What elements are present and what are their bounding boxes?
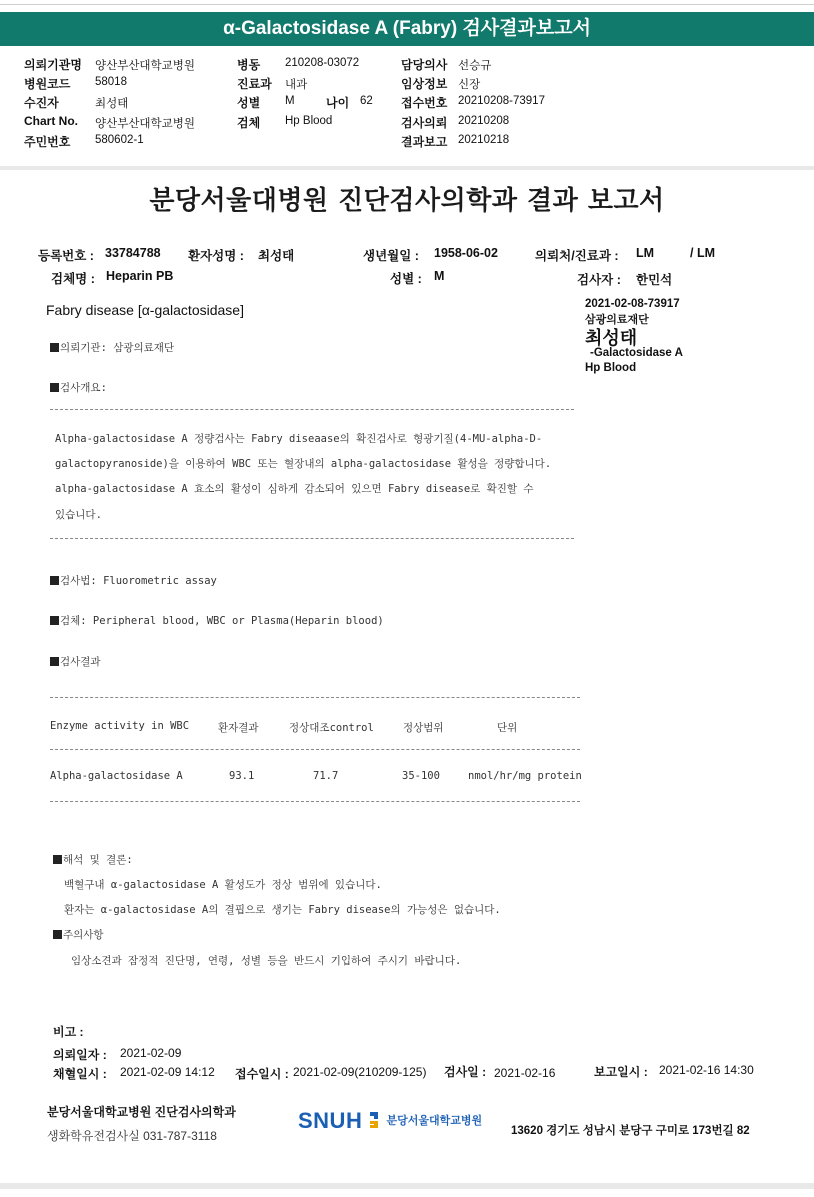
sex-value: M <box>434 269 445 283</box>
interp-line: 백혈구내 α-galactosidase A 활성도가 정상 범위에 있습니다. <box>64 879 382 891</box>
info-label: 결과보고 <box>401 135 448 149</box>
info-label: 검체 <box>237 116 261 130</box>
overview-heading-text: 검사개요: <box>60 382 107 394</box>
info-value: 580602-1 <box>95 134 144 146</box>
section-divider <box>0 166 814 170</box>
info-value: 58018 <box>95 76 127 88</box>
bullet-square-icon <box>50 657 59 666</box>
caution-heading <box>53 927 104 942</box>
dept-label: 의뢰처/진료과 : <box>535 249 619 263</box>
table-header-cell: Enzyme activity in WBC <box>50 720 190 732</box>
info-label: 검사의뢰 <box>401 116 448 130</box>
sticker-line2: 삼광의료재단 <box>585 314 649 326</box>
method-line <box>50 573 217 588</box>
specimen-text: 검체: Peripheral blood, WBC or Plasma(Heparin blood) <box>60 615 384 627</box>
info-value: 20210208 <box>458 115 510 127</box>
top-border <box>0 4 814 5</box>
receive-date-label: 접수일시 : <box>235 1067 289 1081</box>
test-date-value: 2021-02-16 <box>494 1066 556 1080</box>
info-value: 20210218 <box>458 134 510 146</box>
dept-value: LM <box>636 246 655 260</box>
bullet-square-icon <box>53 855 62 864</box>
sticker-line1: 2021-02-08-73917 <box>585 298 680 310</box>
info-value: 210208-03072 <box>285 57 360 69</box>
info-value: 20210208-73917 <box>458 95 545 107</box>
examiner-value: 한민석 <box>636 273 673 287</box>
info-label: 성별 <box>237 96 261 110</box>
overview-line: alpha-galactosidase A 효소의 활성이 심하게 감소되어 있으면 Fabry disease로 확진할 수 <box>55 483 534 495</box>
sticker-line4: -Galactosidase A <box>590 347 683 359</box>
specimen-label: 검체명 : <box>51 272 95 286</box>
info-label: 의뢰기관명 <box>24 58 82 72</box>
specimen-value: Heparin PB <box>106 269 174 283</box>
dashed-rule <box>50 801 580 802</box>
overview-line: Alpha-galactosidase A 정량검사는 Fabry diseaase의 확진검사로 형광기질(4-MU-alpha-D- <box>55 433 543 445</box>
dashed-rule <box>50 538 574 539</box>
table-header-cell: 정상대조control <box>289 722 374 734</box>
dashed-rule <box>50 697 580 698</box>
info-value: 신장 <box>458 79 481 91</box>
specimen-line <box>50 613 384 628</box>
receive-date-value: 2021-02-09(210209-125) <box>293 1065 427 1079</box>
org-text: 의뢰기관: 삼광의료재단 <box>60 342 175 354</box>
info-value: 양산부산대학교병원 <box>95 118 195 130</box>
info-value: 62 <box>360 95 373 107</box>
report-header-title: α-Galactosidase A (Fabry) 검사결과보고서 <box>223 18 591 39</box>
result-heading-text: 검사결과 <box>60 656 101 668</box>
sex-label: 성별 : <box>390 272 422 286</box>
info-value: Hp Blood <box>285 115 333 127</box>
document-title: 분당서울대병원 진단검사의학과 결과 보고서 <box>149 186 665 216</box>
logo-hospital-name: 분당서울대학교병원 <box>386 1115 483 1127</box>
caution-line: 임상소견과 잠정적 진단명, 연령, 성별 등을 반드시 기입하여 주시기 바랍니다. <box>71 955 462 967</box>
info-label: 임상정보 <box>401 77 448 91</box>
test-name: Fabry disease [α-galactosidase] <box>46 302 244 318</box>
patient-label: 환자성명 : <box>188 249 244 263</box>
method-text: 검사법: Fluorometric assay <box>60 575 217 587</box>
request-date-value: 2021-02-09 <box>120 1046 182 1060</box>
bullet-square-icon <box>53 930 62 939</box>
bullet-square-icon <box>50 383 59 392</box>
dashed-rule <box>50 749 580 750</box>
info-label: 진료과 <box>237 77 272 91</box>
info-label: 접수번호 <box>401 96 448 110</box>
info-label: 병원코드 <box>24 77 71 91</box>
dashed-rule <box>50 409 574 410</box>
info-value: M <box>285 95 295 107</box>
info-value: 최성태 <box>95 98 129 110</box>
bullet-square-icon <box>50 343 59 352</box>
collect-date-value: 2021-02-09 14:12 <box>120 1065 215 1079</box>
interp-heading-text: 해석 및 결론: <box>63 854 133 866</box>
info-value: 양산부산대학교병원 <box>95 60 195 72</box>
report-date-value: 2021-02-16 14:30 <box>659 1063 754 1077</box>
dob-label: 생년월일 : <box>363 249 419 263</box>
footer-address: 13620 경기도 성남시 분당구 구미로 173번길 82 <box>511 1125 750 1137</box>
interp-heading <box>53 852 133 867</box>
footer-dept-name: 분당서울대학교병원 진단검사의학과 <box>47 1105 236 1119</box>
table-cell: nmol/hr/mg protein <box>468 770 582 782</box>
info-label: 나이 <box>326 96 350 110</box>
dept-value-2: / LM <box>690 246 715 260</box>
logo-mark-icon <box>367 1110 381 1130</box>
caution-heading-text: 주의사항 <box>63 929 104 941</box>
collect-date-label: 채혈일시 : <box>53 1067 107 1081</box>
result-heading <box>50 654 101 669</box>
examiner-label: 검사자 : <box>577 273 621 287</box>
reg-value: 33784788 <box>105 246 161 260</box>
info-label: 수진자 <box>24 96 59 110</box>
table-header-cell: 정상범위 <box>403 722 444 734</box>
info-label: 주민번호 <box>24 135 71 149</box>
info-value: 선승규 <box>458 60 492 72</box>
table-cell: 71.7 <box>313 770 339 782</box>
overview-line: galactopyranoside)을 이용하여 WBC 또는 혈장내의 alpha-galactosidase 활성을 정량합니다. <box>55 458 552 470</box>
bullet-square-icon <box>50 616 59 625</box>
info-label: Chart No. <box>24 114 78 128</box>
bullet-square-icon <box>50 576 59 585</box>
report-date-label: 보고일시 : <box>594 1065 648 1079</box>
bottom-border <box>0 1183 814 1189</box>
table-cell: 35-100 <box>402 770 440 782</box>
table-header-cell: 단위 <box>497 722 518 734</box>
table-header-cell: 환자결과 <box>218 722 259 734</box>
table-cell: 93.1 <box>229 770 255 782</box>
info-label: 병동 <box>237 58 261 72</box>
patient-value: 최성태 <box>258 249 295 263</box>
interp-line: 환자는 α-galactosidase A의 결핍으로 생기는 Fabry disease의 가능성은 없습니다. <box>64 904 501 916</box>
org-line <box>50 340 174 355</box>
request-date-label: 의뢰일자 : <box>53 1048 107 1062</box>
info-value: 내과 <box>285 79 308 91</box>
footer-lab-line: 생화학유전검사실 031-787-3118 <box>47 1129 217 1143</box>
info-label: 담당의사 <box>401 58 448 72</box>
hospital-logo <box>298 1108 482 1134</box>
remark-label: 비고 : <box>53 1025 84 1039</box>
overview-heading <box>50 380 107 395</box>
table-cell: Alpha-galactosidase A <box>50 770 183 782</box>
test-date-label: 검사일 : <box>444 1065 487 1079</box>
dob-value: 1958-06-02 <box>434 246 498 260</box>
overview-line: 있습니다. <box>55 509 102 521</box>
reg-label: 등록번호 : <box>38 249 94 263</box>
sticker-line3: 최성태 <box>585 328 638 349</box>
logo-snuh: SNUH <box>298 1108 363 1133</box>
sticker-line5: Hp Blood <box>585 362 637 374</box>
